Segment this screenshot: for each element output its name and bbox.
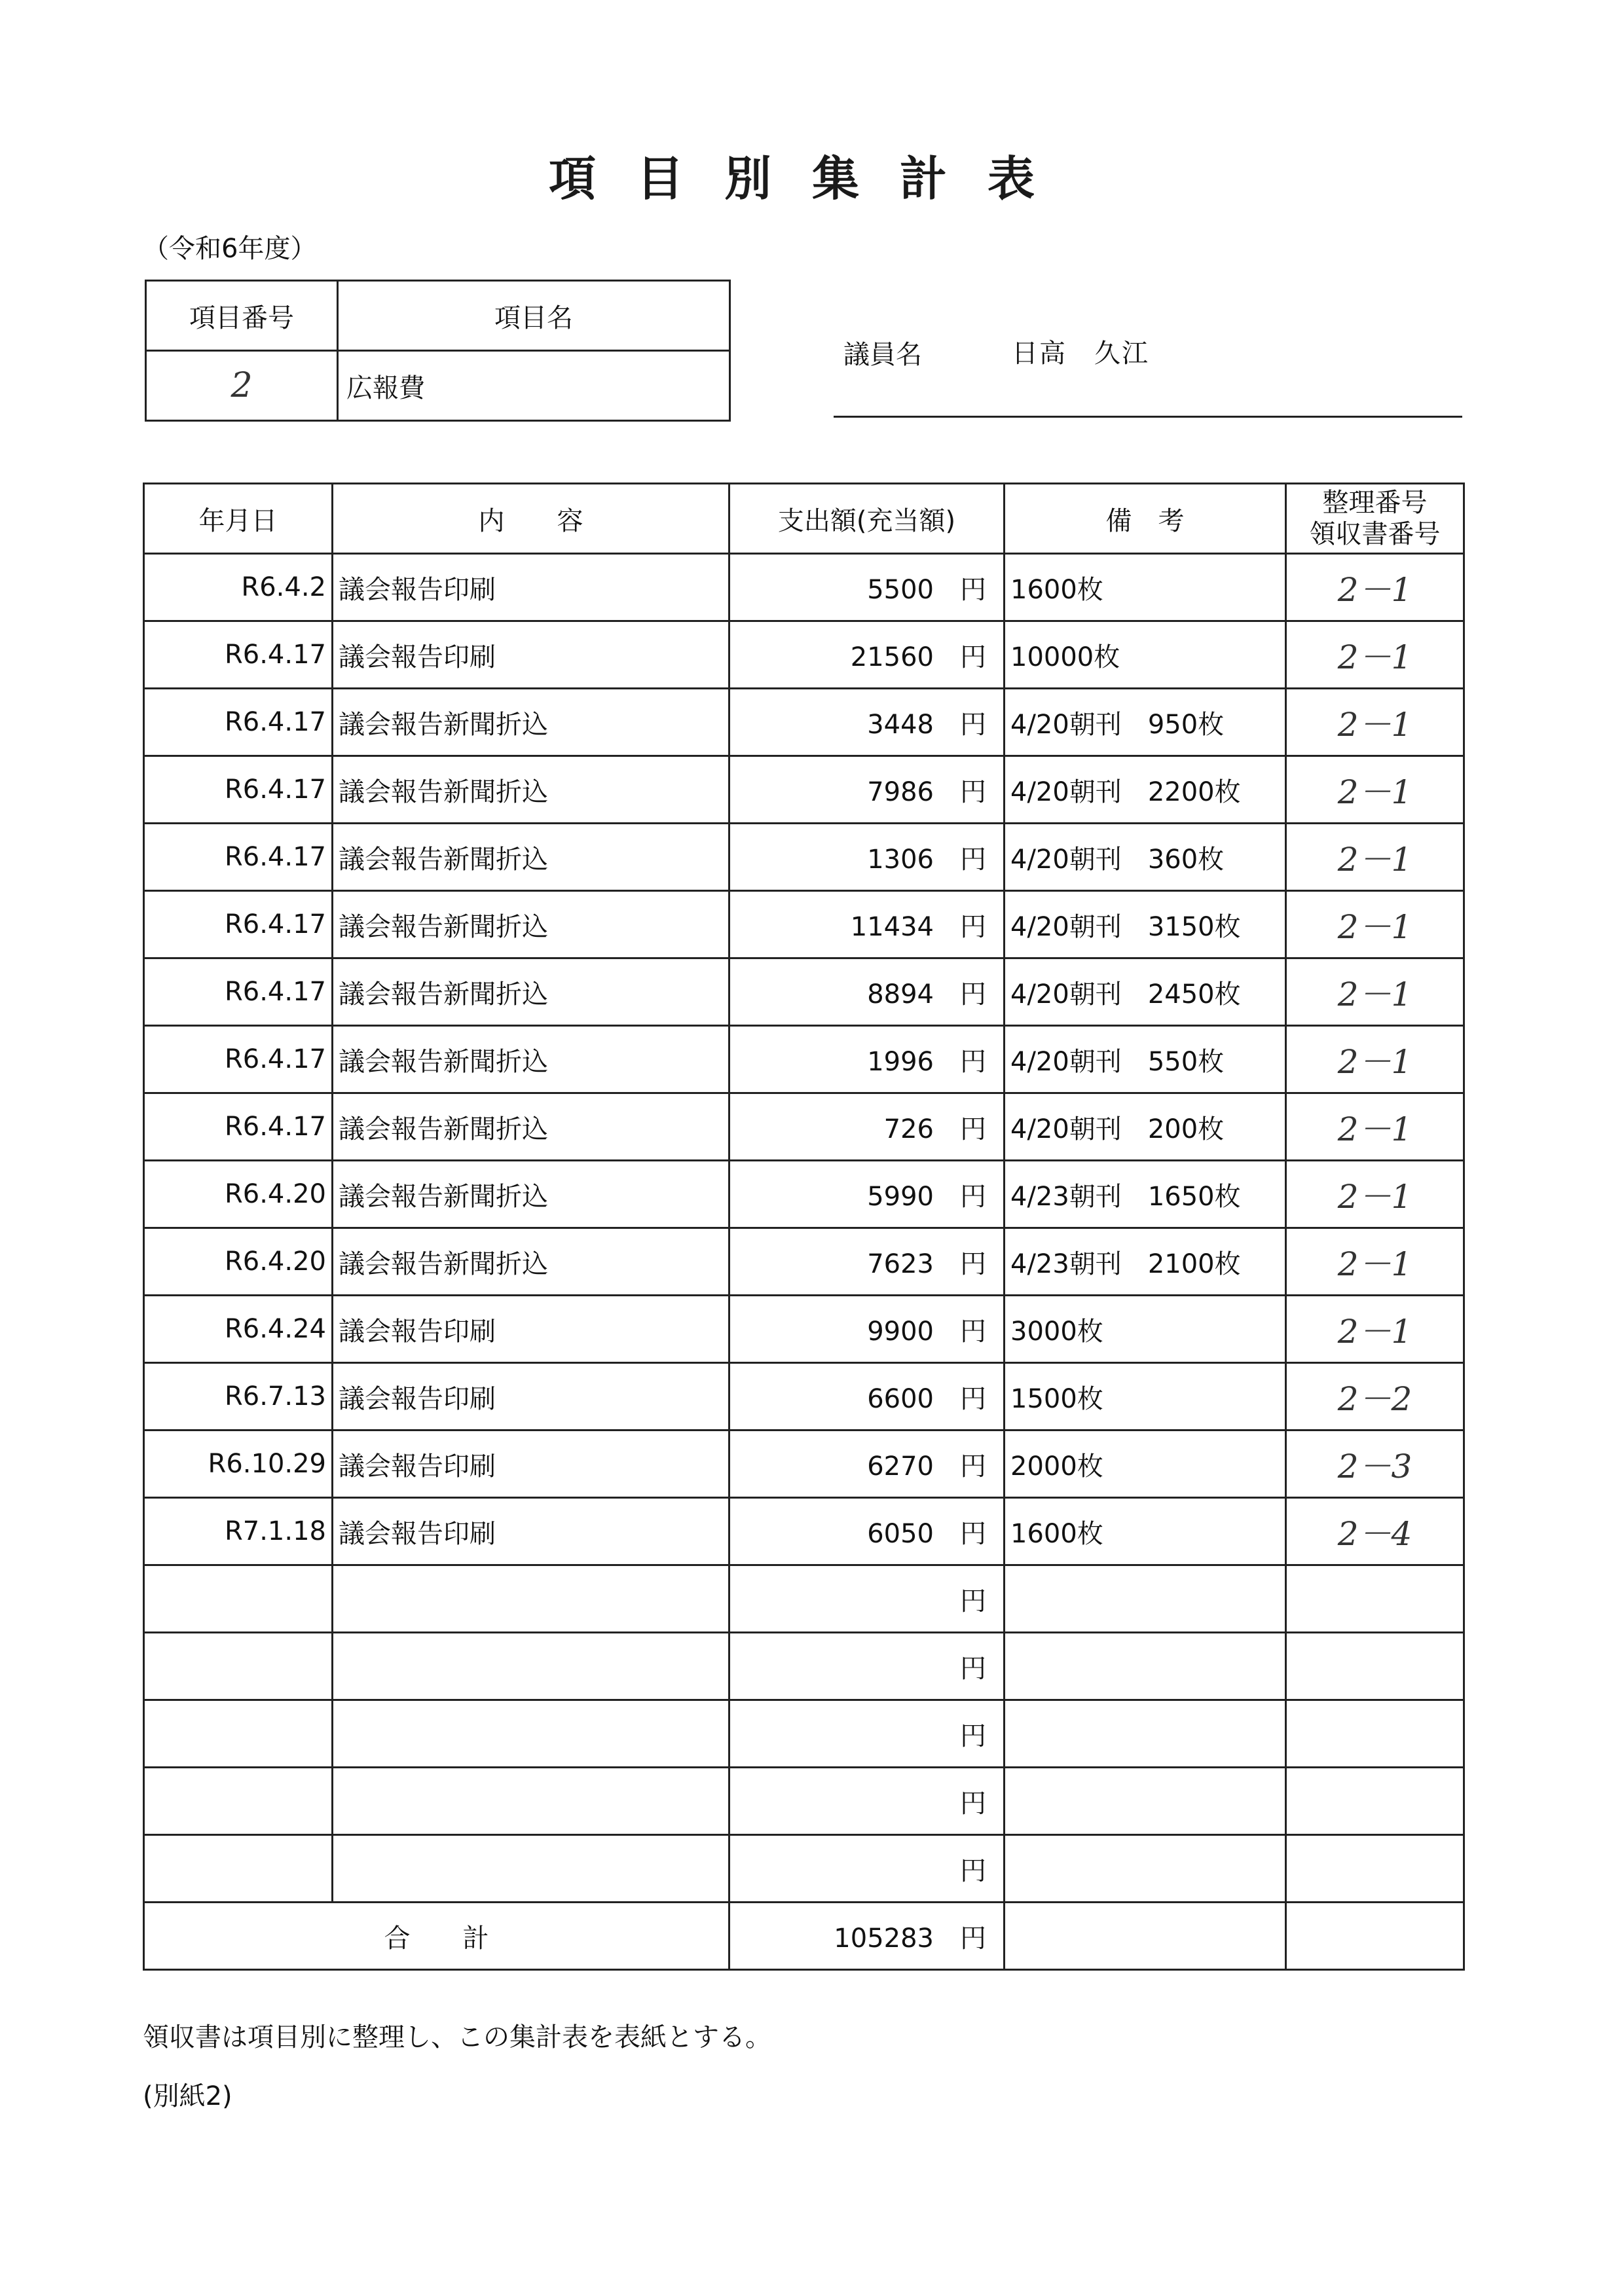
row-note: 4/20朝刊 950枚	[1005, 689, 1286, 756]
row-receipt-number: 2－1	[1286, 1161, 1464, 1228]
empty-row	[144, 1835, 1464, 1903]
row-content	[333, 1565, 729, 1633]
row-note	[1005, 1700, 1286, 1768]
item-name: 広報費	[338, 351, 730, 421]
yen-unit: 円	[960, 1181, 986, 1212]
row-receipt-number: 2－1	[1286, 689, 1464, 756]
item-name-header: 項目名	[338, 281, 730, 351]
row-content	[333, 1835, 729, 1903]
yen-unit: 円	[960, 911, 986, 942]
table-row	[144, 621, 1464, 689]
table-row	[144, 1296, 1464, 1363]
row-date: R6.4.20	[144, 1161, 333, 1228]
row-receipt-number	[1286, 1633, 1464, 1700]
footer-note: 領収書は項目別に整理し、この集計表を表紙とする。	[143, 2022, 771, 2052]
row-note: 4/20朝刊 360枚	[1005, 824, 1286, 891]
row-content: 議会報告新聞折込	[333, 689, 729, 756]
row-receipt-number	[1286, 1700, 1464, 1768]
column-header-note: 備 考	[1005, 484, 1286, 554]
item-number-header: 項目番号	[146, 281, 338, 351]
row-note	[1005, 1633, 1286, 1700]
row-note: 1500枚	[1005, 1363, 1286, 1430]
row-date	[144, 1633, 333, 1700]
yen-unit: 円	[960, 574, 986, 605]
column-header-content: 内 容	[333, 484, 729, 554]
row-content: 議会報告新聞折込	[333, 824, 729, 891]
table-row	[144, 958, 1464, 1026]
row-date: R6.4.17	[144, 689, 333, 756]
row-note: 4/20朝刊 3150枚	[1005, 891, 1286, 958]
row-note: 10000枚	[1005, 621, 1286, 689]
row-content: 議会報告新聞折込	[333, 1228, 729, 1296]
row-receipt-number: 2－1	[1286, 958, 1464, 1026]
row-date: R6.4.17	[144, 1093, 333, 1161]
row-content: 議会報告印刷	[333, 1296, 729, 1363]
empty-row	[144, 1565, 1464, 1633]
member-label: 議員名	[843, 340, 922, 370]
row-content: 議会報告新聞折込	[333, 1161, 729, 1228]
row-note: 1600枚	[1005, 1498, 1286, 1565]
row-amount-cell	[729, 1633, 1005, 1700]
row-amount: 1306	[867, 844, 934, 875]
total-note	[1005, 1903, 1286, 1970]
row-note: 2000枚	[1005, 1430, 1286, 1498]
row-amount: 11434	[850, 911, 934, 942]
yen-unit: 円	[960, 1653, 986, 1684]
row-content: 議会報告印刷	[333, 621, 729, 689]
row-amount-cell	[729, 1498, 1005, 1565]
row-amount-cell	[729, 689, 1005, 756]
table-row	[144, 1430, 1464, 1498]
yen-unit: 円	[960, 1248, 986, 1279]
table-row	[144, 689, 1464, 756]
yen-unit: 円	[960, 1788, 986, 1819]
yen-unit: 円	[960, 709, 986, 740]
row-amount-cell	[729, 1161, 1005, 1228]
row-amount: 8894	[867, 979, 934, 1010]
table-row	[144, 1093, 1464, 1161]
empty-row	[144, 1768, 1464, 1835]
table-row	[144, 1363, 1464, 1430]
row-content: 議会報告印刷	[333, 1430, 729, 1498]
row-content: 議会報告印刷	[333, 1498, 729, 1565]
table-row	[144, 891, 1464, 958]
attachment-label: (別紙2)	[143, 2081, 232, 2111]
row-note	[1005, 1835, 1286, 1903]
row-receipt-number: 2－1	[1286, 891, 1464, 958]
yen-unit: 円	[960, 1721, 986, 1751]
yen-unit: 円	[960, 1451, 986, 1482]
receipt-header-line2: 領収書番号	[1309, 519, 1441, 549]
row-content: 議会報告新聞折込	[333, 958, 729, 1026]
yen-unit: 円	[960, 776, 986, 807]
column-header-receipt	[1286, 484, 1464, 554]
row-amount: 21560	[850, 642, 934, 672]
page-title: 項目別集計表	[548, 151, 1075, 206]
row-amount-cell	[729, 891, 1005, 958]
table-row	[144, 1161, 1464, 1228]
row-receipt-number: 2－1	[1286, 756, 1464, 824]
total-label: 合 計	[144, 1903, 729, 1970]
row-amount-cell	[729, 1835, 1005, 1903]
table-row	[144, 756, 1464, 824]
row-amount-cell	[729, 1296, 1005, 1363]
yen-unit: 円	[960, 1586, 986, 1616]
table-header-row	[144, 484, 1464, 554]
row-amount: 726	[883, 1114, 934, 1144]
row-note: 4/20朝刊 200枚	[1005, 1093, 1286, 1161]
yen-unit: 円	[960, 642, 986, 672]
row-content	[333, 1768, 729, 1835]
row-amount: 3448	[867, 709, 934, 740]
row-date	[144, 1565, 333, 1633]
empty-row	[144, 1633, 1464, 1700]
total-receipt	[1286, 1903, 1464, 1970]
item-number: 2	[146, 351, 338, 421]
yen-unit: 円	[960, 1518, 986, 1549]
expense-table	[143, 483, 1465, 1971]
row-receipt-number: 2－4	[1286, 1498, 1464, 1565]
row-date: R6.4.2	[144, 554, 333, 621]
row-receipt-number	[1286, 1835, 1464, 1903]
row-date: R6.4.24	[144, 1296, 333, 1363]
yen-unit: 円	[960, 1046, 986, 1077]
column-header-date: 年月日	[144, 484, 333, 554]
row-amount-cell	[729, 1093, 1005, 1161]
row-amount: 7986	[867, 776, 934, 807]
table-row	[144, 1026, 1464, 1093]
row-amount-cell	[729, 1768, 1005, 1835]
row-date: R6.4.17	[144, 891, 333, 958]
row-amount: 1996	[867, 1046, 934, 1077]
row-content: 議会報告新聞折込	[333, 1093, 729, 1161]
row-note	[1005, 1768, 1286, 1835]
yen-unit: 円	[960, 979, 986, 1010]
row-amount: 7623	[867, 1248, 934, 1279]
row-date: R6.10.29	[144, 1430, 333, 1498]
receipt-header-line1: 整理番号	[1322, 488, 1428, 518]
row-content: 議会報告新聞折込	[333, 756, 729, 824]
row-receipt-number: 2－1	[1286, 1093, 1464, 1161]
row-date	[144, 1835, 333, 1903]
row-amount: 6600	[867, 1383, 934, 1414]
row-amount-cell	[729, 1700, 1005, 1768]
fiscal-year: （令和6年度）	[143, 234, 317, 264]
row-note: 4/20朝刊 2450枚	[1005, 958, 1286, 1026]
empty-row	[144, 1700, 1464, 1768]
total-amount-cell	[729, 1903, 1005, 1970]
row-content	[333, 1633, 729, 1700]
column-header-amount: 支出額(充当額)	[729, 484, 1005, 554]
row-receipt-number: 2－1	[1286, 824, 1464, 891]
row-amount: 6270	[867, 1451, 934, 1482]
row-receipt-number: 2－1	[1286, 1228, 1464, 1296]
row-date: R6.4.20	[144, 1228, 333, 1296]
member-name: 日高 久江	[1012, 338, 1149, 369]
row-receipt-number: 2－1	[1286, 621, 1464, 689]
row-amount-cell	[729, 621, 1005, 689]
row-content: 議会報告印刷	[333, 554, 729, 621]
row-receipt-number: 2－1	[1286, 1296, 1464, 1363]
table-row	[144, 824, 1464, 891]
row-date: R6.7.13	[144, 1363, 333, 1430]
row-receipt-number: 2－2	[1286, 1363, 1464, 1430]
row-amount-cell	[729, 756, 1005, 824]
row-date: R6.4.17	[144, 824, 333, 891]
row-receipt-number	[1286, 1768, 1464, 1835]
row-amount: 5990	[867, 1181, 934, 1212]
row-date: R6.4.17	[144, 756, 333, 824]
yen-unit: 円	[960, 1855, 986, 1886]
row-amount: 5500	[867, 574, 934, 605]
row-amount-cell	[729, 1363, 1005, 1430]
row-date	[144, 1768, 333, 1835]
row-amount: 6050	[867, 1518, 934, 1549]
row-receipt-number	[1286, 1565, 1464, 1633]
row-amount-cell	[729, 1430, 1005, 1498]
yen-unit: 円	[960, 1383, 986, 1414]
row-amount: 9900	[867, 1316, 934, 1347]
row-date	[144, 1700, 333, 1768]
row-note: 3000枚	[1005, 1296, 1286, 1363]
item-table	[145, 280, 731, 422]
yen-unit: 円	[960, 1316, 986, 1347]
table-row	[144, 1498, 1464, 1565]
table-row	[144, 1228, 1464, 1296]
row-amount-cell	[729, 1228, 1005, 1296]
total-row	[144, 1903, 1464, 1970]
row-date: R7.1.18	[144, 1498, 333, 1565]
row-amount-cell	[729, 824, 1005, 891]
row-receipt-number: 2－3	[1286, 1430, 1464, 1498]
row-date: R6.4.17	[144, 621, 333, 689]
row-amount-cell	[729, 554, 1005, 621]
table-row	[144, 554, 1464, 621]
row-content	[333, 1700, 729, 1768]
row-content: 議会報告印刷	[333, 1363, 729, 1430]
row-date: R6.4.17	[144, 958, 333, 1026]
total-amount: 105283	[834, 1923, 934, 1954]
row-amount-cell	[729, 1565, 1005, 1633]
yen-unit: 円	[960, 1114, 986, 1144]
row-amount-cell	[729, 1026, 1005, 1093]
row-note: 4/23朝刊 2100枚	[1005, 1228, 1286, 1296]
yen-unit: 円	[960, 844, 986, 875]
row-note: 4/20朝刊 550枚	[1005, 1026, 1286, 1093]
row-amount-cell	[729, 958, 1005, 1026]
row-content: 議会報告新聞折込	[333, 1026, 729, 1093]
member-underline	[834, 416, 1462, 418]
row-receipt-number: 2－1	[1286, 554, 1464, 621]
row-receipt-number: 2－1	[1286, 1026, 1464, 1093]
row-note: 1600枚	[1005, 554, 1286, 621]
row-note: 4/23朝刊 1650枚	[1005, 1161, 1286, 1228]
row-content: 議会報告新聞折込	[333, 891, 729, 958]
row-note: 4/20朝刊 2200枚	[1005, 756, 1286, 824]
row-date: R6.4.17	[144, 1026, 333, 1093]
row-note	[1005, 1565, 1286, 1633]
yen-unit: 円	[960, 1923, 986, 1954]
